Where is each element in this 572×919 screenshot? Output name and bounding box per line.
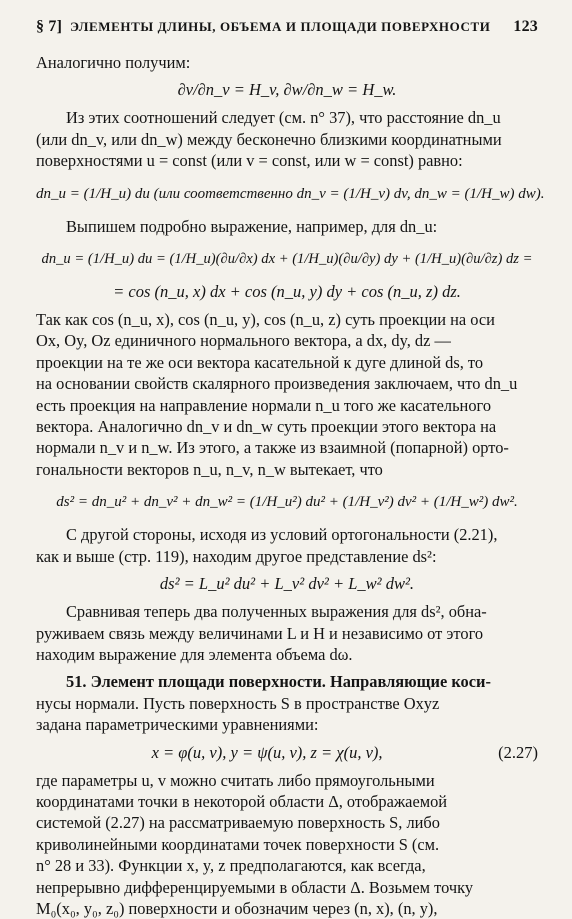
equation: ∂v/∂n_v = H_v, ∂w/∂n_w = H_w.	[177, 80, 397, 100]
text-line: поверхностями u = const (или v = const, или w = const) равно:	[36, 151, 463, 171]
section-number: § 7]	[36, 18, 63, 35]
text-line: нормали n_v и n_w. Из этого, а также из взаимной (попарной) орто-	[36, 438, 509, 458]
text-line: нусы нормали. Пусть поверхность S в пространстве Oxyz	[36, 693, 440, 713]
text-line: непрерывно дифференцируемыми в области Δ. Возьмем точку	[36, 877, 474, 897]
running-title: ЭЛЕМЕНТЫ ДЛИНЫ, ОБЪЕМА И ПЛОЩАДИ ПОВЕРХНОСТИ	[70, 19, 491, 34]
text-line: есть проекция на направление нормали n_u того же касательного	[36, 395, 492, 415]
text-line: Из этих соотношений следует (см. n° 37), что расстояние dn_u	[66, 108, 501, 128]
text-line: С другой стороны, исходя из условий ортогональности (2.21),	[66, 525, 498, 545]
text-line: Выпишем подробно выражение, например, для dn_u:	[66, 216, 438, 236]
equation: dn_u = (1/H_u) du (или соответственно dn_v = (1/H_v) dv, dn_w = (1/H_w) dw).	[36, 185, 545, 202]
text-line: n° 28 и 33). Функции x, y, z предполагаются, как всегда,	[36, 856, 426, 876]
equation: ds² = dn_u² + dn_v² + dn_w² = (1/H_u²) du² + (1/H_v²) dv² + (1/H_w²) dw².	[56, 494, 518, 511]
text-line: координатами точки в некоторой области Δ, отображаемой	[36, 791, 448, 811]
text-line: системой (2.27) на рассматриваемую поверхность S, либо	[36, 813, 440, 833]
text-line: гональности векторов n_u, n_v, n_w вытекает, что	[36, 459, 383, 479]
text-line: задана параметрическими уравнениями:	[36, 715, 319, 735]
text-line: Аналогично получим:	[36, 53, 191, 72]
equation: dn_u = (1/H_u) du = (1/H_u)(∂u/∂x) dx + (1/H_u)(∂u/∂y) dy + (1/H_u)(∂u/∂z) dz =	[41, 251, 533, 268]
text-line: проекции на те же оси вектора касательной к дуге длиной ds, то	[36, 352, 484, 372]
text-line: (или dn_v, или dn_w) между бесконечно близкими координатными	[36, 129, 502, 149]
text-line: где параметры u, v можно считать либо прямоугольными	[36, 770, 435, 790]
text-line: как и выше (стр. 119), находим другое представление ds²:	[36, 546, 437, 566]
text-line: криволинейными координатами точек поверхности S (см.	[36, 834, 440, 854]
equation: ds² = L_u² du² + L_v² dv² + L_w² dw².	[159, 574, 415, 594]
running-header	[36, 18, 538, 36]
equation: x = φ(u, v), y = ψ(u, v), z = χ(u, v),	[151, 742, 383, 762]
text-line: вектора. Аналогично dn_v и dn_w суть проекции этого вектора на	[36, 417, 497, 437]
equation-row	[36, 742, 538, 764]
text-line: Ox, Oy, Oz единичного нормального вектора, а dx, dy, dz —	[36, 331, 451, 351]
text-line: M₀(x₀, y₀, z₀) поверхности и обозначим через (n, x), (n, y),	[36, 898, 438, 918]
section-heading: 51. Элемент площади поверхности. Направляющие коси-	[66, 672, 491, 692]
text-line: Сравнивая теперь два полученных выражения для ds², обна-	[66, 602, 487, 622]
text-line: Так как cos (n_u, x), cos (n_u, y), cos (n_u, z) суть проекции на оси	[36, 310, 495, 330]
text-line: руживаем связь между величинами L и H и независимо от этого	[36, 623, 484, 643]
equation-number: (2.27)	[498, 742, 538, 762]
equation: = cos (n_u, x) dx + cos (n_u, y) dy + cos (n_u, z) dz.	[113, 282, 461, 302]
text-line: на основании свойств скалярного произведения заключаем, что dn_u	[36, 374, 518, 394]
page-number: 123	[513, 18, 538, 35]
text-line: находим выражение для элемента объема dω.	[36, 644, 353, 664]
